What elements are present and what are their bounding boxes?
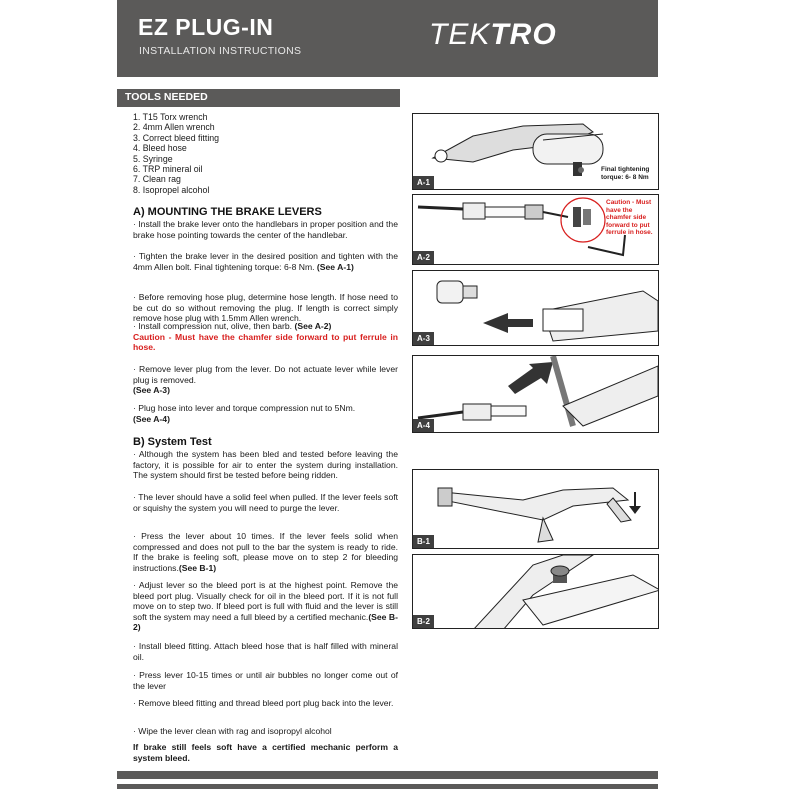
logo-bold-text: TRO xyxy=(490,18,557,51)
tool-item: 3. Correct bleed fitting xyxy=(133,132,220,143)
figure-ref: (See A-3) xyxy=(133,385,170,396)
footer-bar xyxy=(117,771,658,779)
figure-ref: (See A-1) xyxy=(316,261,354,272)
figure-ref: (See B-1) xyxy=(178,562,217,573)
tool-item: 5. Syringe xyxy=(133,153,173,164)
section-b-step-8: · Wipe the lever clean with rag and isopropyl alcohol xyxy=(133,726,332,736)
section-b-step-2: · The lever should have a solid feel when pulled. If the lever feels soft or squishy the system you will need to purge the lever. xyxy=(133,492,398,513)
figure-b2 xyxy=(412,554,659,629)
footer-bar-thin xyxy=(117,784,658,789)
section-b-step-6: · Press lever 10-15 times or until air bubbles no longer come out of the lever xyxy=(133,670,398,691)
step-text: · Tighten the brake lever in the desired position and tighten with the 4mm Allen bolt. Final tightening torque: 6-8 Nm. xyxy=(133,251,398,272)
figure-label: B-2 xyxy=(413,615,434,628)
figure-label: B-1 xyxy=(413,535,434,548)
figure-label: A-1 xyxy=(413,176,434,189)
tool-item: 8. Isopropel alcohol xyxy=(133,184,210,195)
section-b-final-note: If brake still feels soft have a certified mechanic perform a system bleed. xyxy=(133,742,398,763)
step-text: · Install compression nut, olive, then barb. xyxy=(133,321,293,331)
section-a-title: A) MOUNTING THE BRAKE LEVERS xyxy=(133,206,322,218)
section-b-title: B) System Test xyxy=(133,436,212,448)
step-text: · Adjust lever so the bleed port is at the highest point. Remove the bleed port plug. Visually check for oil in the bleed port. If it is not full move on to step two. If bleed port is full with fluid and the lever is still soft the system may need a full bleed by a certified mechanic. xyxy=(133,580,398,622)
bleed-port-illustration xyxy=(413,555,659,629)
section-a-step-4 xyxy=(133,321,398,353)
section-b-step-5: · Install bleed fitting. Attach bleed hose that is half filled with mineral oil. xyxy=(133,641,398,662)
figure-label: A-3 xyxy=(413,332,434,345)
figure-a4 xyxy=(412,355,659,433)
tool-item: 2. 4mm Allen wrench xyxy=(133,122,215,133)
step-text: · Plug hose into lever and torque compression nut to 5Nm. xyxy=(133,403,356,413)
step-text: · Remove lever plug from the lever. Do not actuate lever while lever plug is removed. xyxy=(133,364,398,385)
figure-a3 xyxy=(412,270,659,346)
section-b-step-4 xyxy=(133,580,398,633)
figure-ref: (See A-2) xyxy=(294,321,332,331)
lever-plug-removal-illustration xyxy=(413,271,659,346)
figure-a2 xyxy=(412,194,659,265)
torque-note: Final tightening torque: 6- 8 Nm xyxy=(601,166,650,181)
tools-list xyxy=(133,112,219,195)
figure-ref: (See B-2) xyxy=(133,611,398,633)
tektro-logo xyxy=(429,18,557,52)
tools-heading: TOOLS NEEDED xyxy=(125,91,208,103)
section-a-step-2 xyxy=(133,251,398,272)
tool-item: 4. Bleed hose xyxy=(133,143,187,154)
figure-label: A-2 xyxy=(413,251,434,264)
document-subtitle: INSTALLATION INSTRUCTIONS xyxy=(139,45,302,57)
section-a-step-1: · Install the brake lever onto the handlebars in proper position and the brake hose pointing towards the center of the handlebar. xyxy=(133,219,398,240)
tool-item: 1. T15 Torx wrench xyxy=(133,112,208,122)
header-banner xyxy=(117,0,658,77)
section-a-step-5 xyxy=(133,364,398,396)
section-b-step-1: · Although the system has been bled and tested before leaving the factory, it is possible for air to enter the system during installation. The system should first be tested before being ridden. xyxy=(133,449,398,481)
figure-b1 xyxy=(412,469,659,549)
document-title: EZ PLUG-IN xyxy=(138,14,274,40)
tool-item: 6. TRP mineral oil xyxy=(133,164,203,175)
chamfer-caution-note: Caution - Must have the chamfer side forward to put ferrule in hose. xyxy=(606,199,653,236)
caution-text: Caution - Must have the chamfer side forward to put ferrule in hose. xyxy=(133,331,398,353)
step-text: · Press the lever about 10 times. If the lever feels solid when compressed and does not pull to the bar the system is ready to ride. If the brake is feeling soft, please move on to step 2 for bleeding instructions. xyxy=(133,531,398,573)
section-b-step-3 xyxy=(133,531,398,573)
lever-press-illustration xyxy=(413,470,659,549)
logo-thin-text: TEK xyxy=(429,18,491,51)
figure-label: A-4 xyxy=(413,419,434,432)
section-a-step-3: · Before removing hose plug, determine hose length. If hose need to be cut do so without removing the plug. If length is correct simply remove hose plug with 1.5mm Allen wrench. xyxy=(133,292,398,324)
tools-heading-bar xyxy=(117,89,400,107)
section-a-step-6 xyxy=(133,403,398,424)
figure-a1 xyxy=(412,113,659,190)
tool-item: 7. Clean rag xyxy=(133,174,181,185)
section-b-step-7: · Remove bleed fitting and thread bleed port plug back into the lever. xyxy=(133,698,394,708)
figure-ref: (See A-4) xyxy=(133,413,170,424)
hose-insertion-illustration xyxy=(413,356,659,433)
